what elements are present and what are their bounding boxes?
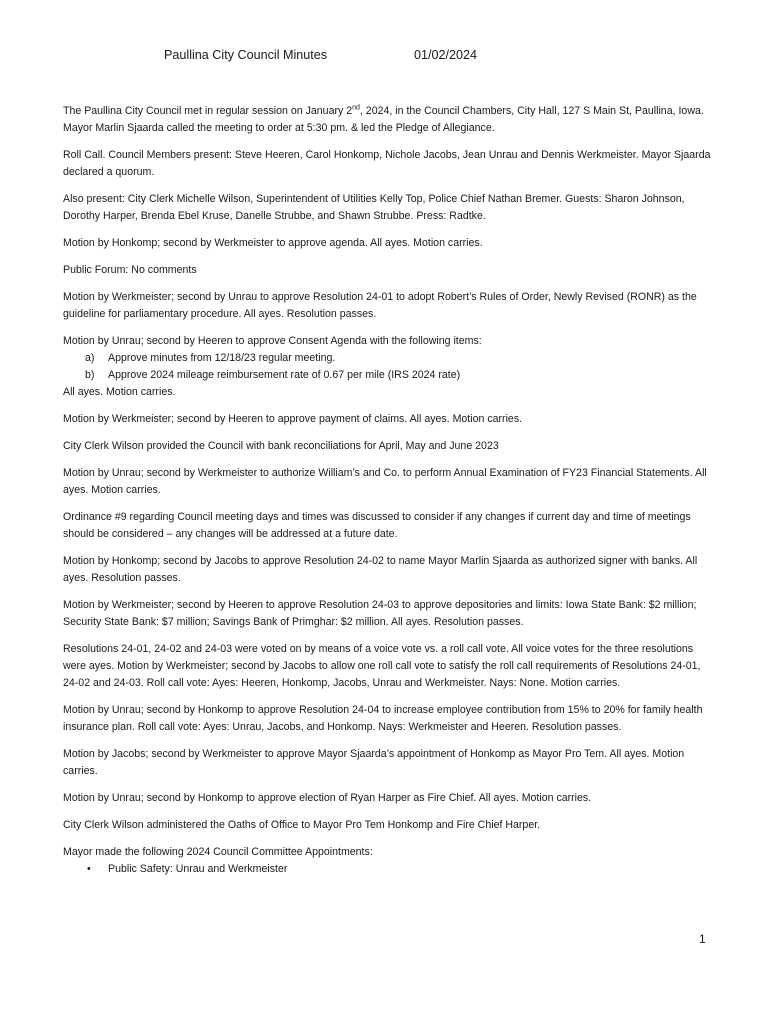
fire-chief-paragraph: Motion by Unrau; second by Honkomp to approve election of Ryan Harper as Fire Chief. All ayes. Motion carries. bbox=[63, 792, 592, 804]
page-number: 1 bbox=[699, 932, 706, 946]
claims-motion-paragraph: Motion by Werkmeister; second by Heeren to approve payment of claims. All ayes. Motion carries. bbox=[63, 413, 523, 425]
resolution-24-04-paragraph: Motion by Unrau; second by Honkomp to approve Resolution 24-04 to increase employee contribution from 15% to 20% for family health insurance plan. Roll call vote: Ayes: Unrau, Jacobs, and Honkomp. Nays: Werkmeister and Heeren. Resolution passes. bbox=[63, 704, 703, 733]
list-item bbox=[63, 350, 713, 367]
consent-agenda-result: All ayes. Motion carries. bbox=[63, 386, 176, 398]
oaths-paragraph: City Clerk Wilson administered the Oaths of Office to Mayor Pro Tem Honkomp and Fire Chief Harper. bbox=[63, 819, 541, 831]
list-item-text: Approve 2024 mileage reimbursement rate of 0.67 per mile (IRS 2024 rate) bbox=[108, 369, 461, 381]
resolution-24-03-paragraph: Motion by Werkmeister; second by Heeren to approve Resolution 24-03 to approve depositories and limits: Iowa State Bank: $2 million; Security State Bank: $7 million; Savings Bank of Primghar: $2 million. All ayes. Resolution passes. bbox=[63, 599, 697, 628]
committee-appointments-intro: Mayor made the following 2024 Council Committee Appointments: bbox=[63, 846, 373, 858]
minutes-body bbox=[63, 103, 713, 878]
list-item: • Public Safety: Unrau and Werkmeister bbox=[63, 861, 713, 878]
ordinance-9-paragraph: Ordinance #9 regarding Council meeting days and times was discussed to consider if any changes if current day and time of meetings should be considered – any changes will be addressed at a future date. bbox=[63, 511, 691, 540]
list-item-text: Approve minutes from 12/18/23 regular meeting. bbox=[108, 352, 336, 364]
ordinal-suffix: nd bbox=[352, 104, 360, 112]
list-marker: a) bbox=[85, 352, 95, 364]
consent-agenda-intro: Motion by Unrau; second by Heeren to approve Consent Agenda with the following items: bbox=[63, 335, 482, 347]
list-marker: b) bbox=[85, 369, 95, 381]
resolution-24-01-paragraph: Motion by Werkmeister; second by Unrau to approve Resolution 24-01 to adopt Robert’s Rules of Order, Newly Revised (RONR) as the guideline for parliamentary procedure. All ayes. Resolution passes. bbox=[63, 291, 697, 320]
resolution-24-02-paragraph: Motion by Honkomp; second by Jacobs to approve Resolution 24-02 to name Mayor Marlin Sjaarda as authorized signer with banks. All ayes. Resolution passes. bbox=[63, 555, 698, 584]
consent-agenda-list bbox=[63, 350, 713, 384]
list-item bbox=[63, 367, 713, 384]
mayor-pro-tem-paragraph: Motion by Jacobs; second by Werkmeister to approve Mayor Sjaarda’s appointment of Honkomp as Mayor Pro Tem. All ayes. Motion carries. bbox=[63, 748, 685, 777]
public-forum-paragraph: Public Forum: No comments bbox=[63, 264, 197, 276]
roll-call-paragraph: Roll Call. Council Members present: Steve Heeren, Carol Honkomp, Nichole Jacobs, Jean Unrau and Dennis Werkmeister. Mayor Sjaarda declared a quorum. bbox=[63, 149, 711, 178]
opening-text-part2: , 2024, in the Council Chambers, City Hall, 127 S Main St, Paullina, Iowa. Mayor Marlin Sjaarda called the meeting to order at 5:30 pm. & led the Pledge of Allegiance. bbox=[63, 105, 704, 134]
consent-agenda-section bbox=[63, 333, 713, 401]
opening-text-part1: The Paullina City Council met in regular session on January 2 bbox=[63, 105, 353, 117]
agenda-motion-paragraph: Motion by Honkomp; second by Werkmeister to approve agenda. All ayes. Motion carries. bbox=[63, 237, 483, 249]
opening-paragraph bbox=[63, 103, 713, 137]
bank-reconciliation-paragraph: City Clerk Wilson provided the Council with bank reconciliations for April, May and June 2023 bbox=[63, 440, 499, 452]
also-present-paragraph: Also present: City Clerk Michelle Wilson, Superintendent of Utilities Kelly Top, Police Chief Nathan Bremer. Guests: Sharon Johnson, Dorothy Harper, Brenda Ebel Kruse, Danelle Strubbe, and Shawn Strubbe. Press: Radtke. bbox=[63, 193, 685, 222]
annual-examination-paragraph: Motion by Unrau; second by Werkmeister to authorize William’s and Co. to perform Annual Examination of FY23 Financial Statements. All ayes. Motion carries. bbox=[63, 467, 707, 496]
committee-appointments-list bbox=[63, 861, 713, 878]
document-date: 01/02/2024 bbox=[414, 48, 478, 62]
document-title: Paullina City Council Minutes bbox=[164, 48, 328, 62]
voice-vote-paragraph: Resolutions 24-01, 24-02 and 24-03 were voted on by means of a voice vote vs. a roll call vote. All voice votes for the three resolutions were ayes. Motion by Werkmeister; second by Jacobs to allow one roll call vote to satisfy the roll call requirements of Resolutions 24-01, 24-02 and 24-03. Roll call vote: Ayes: Heeren, Honkomp, Jacobs, Unrau and Werkmeister. Nays: None. Motion carries. bbox=[63, 643, 701, 689]
committee-appointments-section bbox=[63, 844, 713, 878]
